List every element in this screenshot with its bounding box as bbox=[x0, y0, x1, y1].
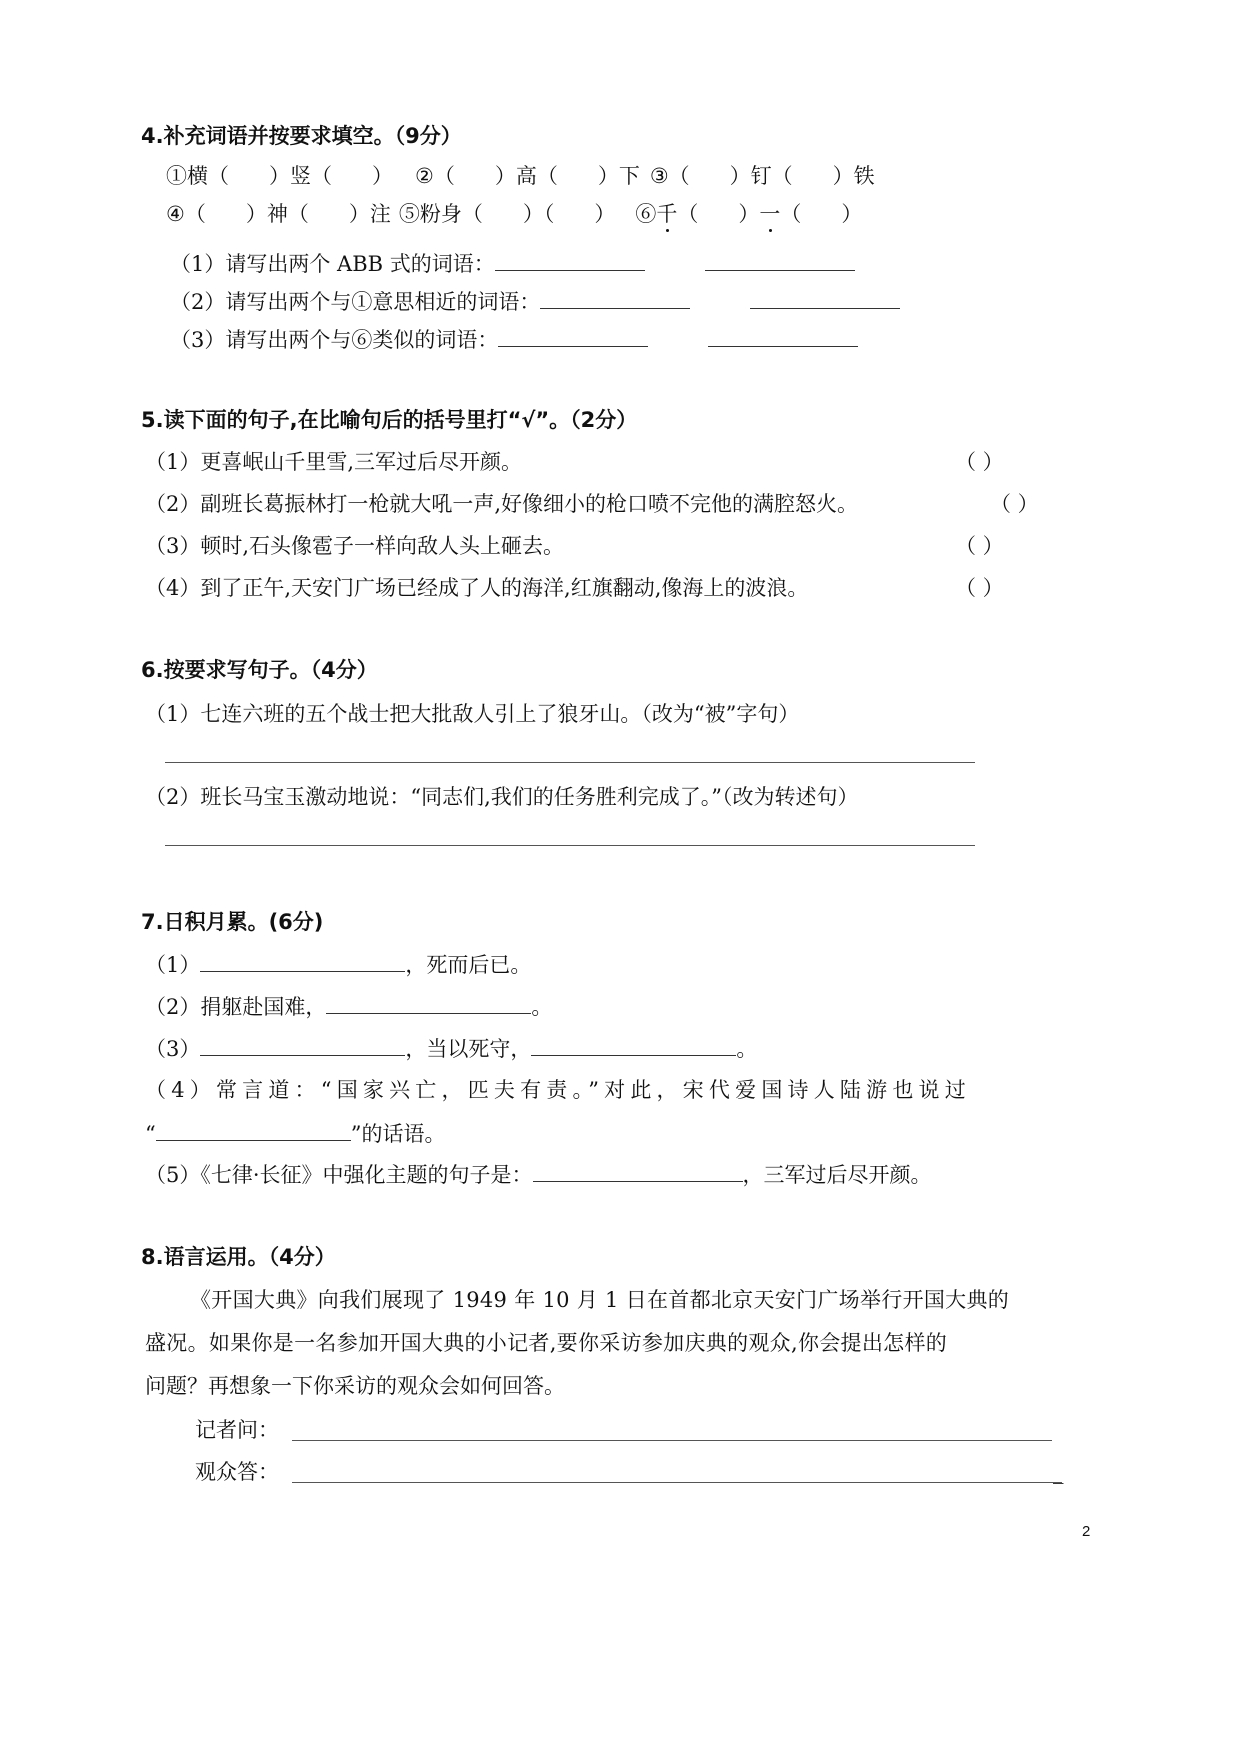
answer-blank[interactable] bbox=[540, 288, 690, 309]
q4-title: 4.补充词语并按要求填空。（9分） bbox=[141, 124, 462, 148]
answer-blank[interactable] bbox=[708, 326, 858, 347]
word-item: ①横（ bbox=[166, 164, 229, 188]
answer-blank[interactable] bbox=[531, 1035, 736, 1056]
q4-sub1 bbox=[170, 250, 855, 278]
q5-item: （3）顿时,石头像雹子一样向敌人头上砸去。 bbox=[145, 534, 565, 558]
q5-title: 5.读下面的句子,在比喻句后的括号里打“√”。（2分） bbox=[141, 408, 638, 432]
word-item: ）竖（ bbox=[269, 164, 332, 188]
word-item: ④（ bbox=[166, 202, 206, 226]
q6-item: （1）七连六班的五个战士把大批敌人引上了狼牙山。（改为“被”字句） bbox=[145, 702, 800, 726]
q5-bracket[interactable]: （ ） bbox=[955, 534, 1004, 558]
q7-item bbox=[145, 1035, 757, 1063]
label: ，死而后已。 bbox=[405, 953, 532, 977]
q4-sub3 bbox=[170, 326, 858, 354]
answer-line[interactable] bbox=[165, 845, 975, 846]
q8-title: 8.语言运用。（4分） bbox=[141, 1245, 336, 1269]
q4-sub2 bbox=[170, 288, 900, 316]
dotted-char: 千 bbox=[656, 202, 678, 226]
reporter-label: 记者问： bbox=[195, 1418, 279, 1442]
q5-bracket[interactable]: （ ） bbox=[955, 576, 1004, 600]
audience-label: 观众答： bbox=[195, 1460, 279, 1484]
q5-bracket[interactable]: （ ） bbox=[955, 450, 1004, 474]
q5-item: （1）更喜岷山千里雪,三军过后尽开颜。 bbox=[145, 450, 523, 474]
q5-item: （2）副班长葛振林打一枪就大吼一声,好像细小的枪口喷不完他的满腔怒火。 bbox=[145, 492, 859, 516]
word-item: ②（ bbox=[415, 164, 455, 188]
label: “ bbox=[145, 1122, 156, 1146]
q7-item bbox=[145, 1161, 932, 1189]
q8-paragraph: 盛况。如果你是一名参加开国大典的小记者,要你采访参加庆典的观众,你会提出怎样的 bbox=[145, 1331, 948, 1355]
word-item: （ bbox=[780, 202, 802, 226]
answer-blank[interactable] bbox=[750, 288, 900, 309]
label: （5）《七律·长征》中强化主题的句子是： bbox=[145, 1163, 533, 1187]
q8-paragraph: 问题？再想象一下你采访的观众会如何回答。 bbox=[145, 1374, 565, 1398]
word-item: ⑤粉身（ bbox=[398, 202, 483, 226]
answer-blank[interactable] bbox=[200, 951, 405, 972]
q5-bracket[interactable]: （ ） bbox=[990, 492, 1039, 516]
label: 。 bbox=[736, 1037, 758, 1061]
answer-blank[interactable] bbox=[533, 1161, 743, 1182]
q6-title: 6.按要求写句子。（4分） bbox=[141, 658, 378, 682]
word-item: ）下 bbox=[597, 164, 640, 188]
q7-item bbox=[145, 951, 531, 979]
q4-row2 bbox=[166, 200, 862, 228]
q6-item: （2）班长马宝玉激动地说：“同志们,我们的任务胜利完成了。”（改为转述句） bbox=[145, 785, 859, 809]
sub-label: （2）请写出两个与①意思相近的词语： bbox=[170, 290, 541, 314]
word-item: ） bbox=[738, 202, 760, 226]
sub-label: （3）请写出两个与⑥类似的词语： bbox=[170, 328, 499, 352]
word-item: ⑥ bbox=[635, 202, 657, 226]
label: （2）捐躯赴国难， bbox=[145, 995, 327, 1019]
q7-item bbox=[145, 993, 552, 1021]
answer-line[interactable] bbox=[165, 762, 975, 763]
answer-blank[interactable] bbox=[705, 250, 855, 271]
answer-blank[interactable] bbox=[200, 1035, 405, 1056]
word-item: ）神（ bbox=[245, 202, 309, 226]
q4-row1 bbox=[166, 162, 875, 190]
word-item: ）（ bbox=[522, 202, 555, 226]
q7-item bbox=[145, 1120, 446, 1148]
q8-paragraph: 《开国大典》向我们展现了 1949 年 10 月 1 日在首都北京天安门广场举行开国大典的 bbox=[190, 1288, 1010, 1312]
answer-blank[interactable] bbox=[326, 993, 531, 1014]
word-item: ③（ bbox=[649, 164, 690, 188]
q7-item: （4）常言道：“国家兴亡，匹夫有责。”对此，宋代爱国诗人陆游也说过 bbox=[145, 1078, 971, 1102]
label: ，三军过后尽开颜。 bbox=[742, 1163, 932, 1187]
label: （1） bbox=[145, 953, 201, 977]
answer-blank[interactable] bbox=[156, 1120, 351, 1141]
word-item: （ bbox=[677, 202, 699, 226]
word-item: ） bbox=[372, 164, 393, 188]
label: （3） bbox=[145, 1037, 201, 1061]
q7-title: 7.日积月累。(6分) bbox=[141, 910, 324, 934]
answer-blank[interactable] bbox=[498, 326, 648, 347]
word-item: ） bbox=[841, 202, 863, 226]
label: 。 bbox=[531, 995, 553, 1019]
word-item: ）高（ bbox=[494, 164, 558, 188]
word-item: ）钉（ bbox=[729, 164, 793, 188]
label: ，当以死守， bbox=[405, 1037, 532, 1061]
reporter-answer-line[interactable] bbox=[292, 1440, 1052, 1441]
page-number: 2 bbox=[1082, 1523, 1091, 1540]
dotted-char: 一 bbox=[759, 202, 781, 226]
q5-item: （4）到了正午,天安门广场已经成了人的海洋,红旗翻动,像海上的波浪。 bbox=[145, 576, 809, 600]
audience-line-end: _ bbox=[1053, 1460, 1064, 1484]
label: ”的话语。 bbox=[350, 1122, 446, 1146]
word-item: ）铁 bbox=[832, 164, 875, 188]
answer-blank[interactable] bbox=[495, 250, 645, 271]
word-item: ） bbox=[594, 202, 616, 226]
word-item: ）注 bbox=[348, 202, 391, 226]
sub-label: （1）请写出两个 ABB 式的词语： bbox=[170, 252, 495, 276]
audience-answer-line[interactable] bbox=[292, 1482, 1062, 1483]
